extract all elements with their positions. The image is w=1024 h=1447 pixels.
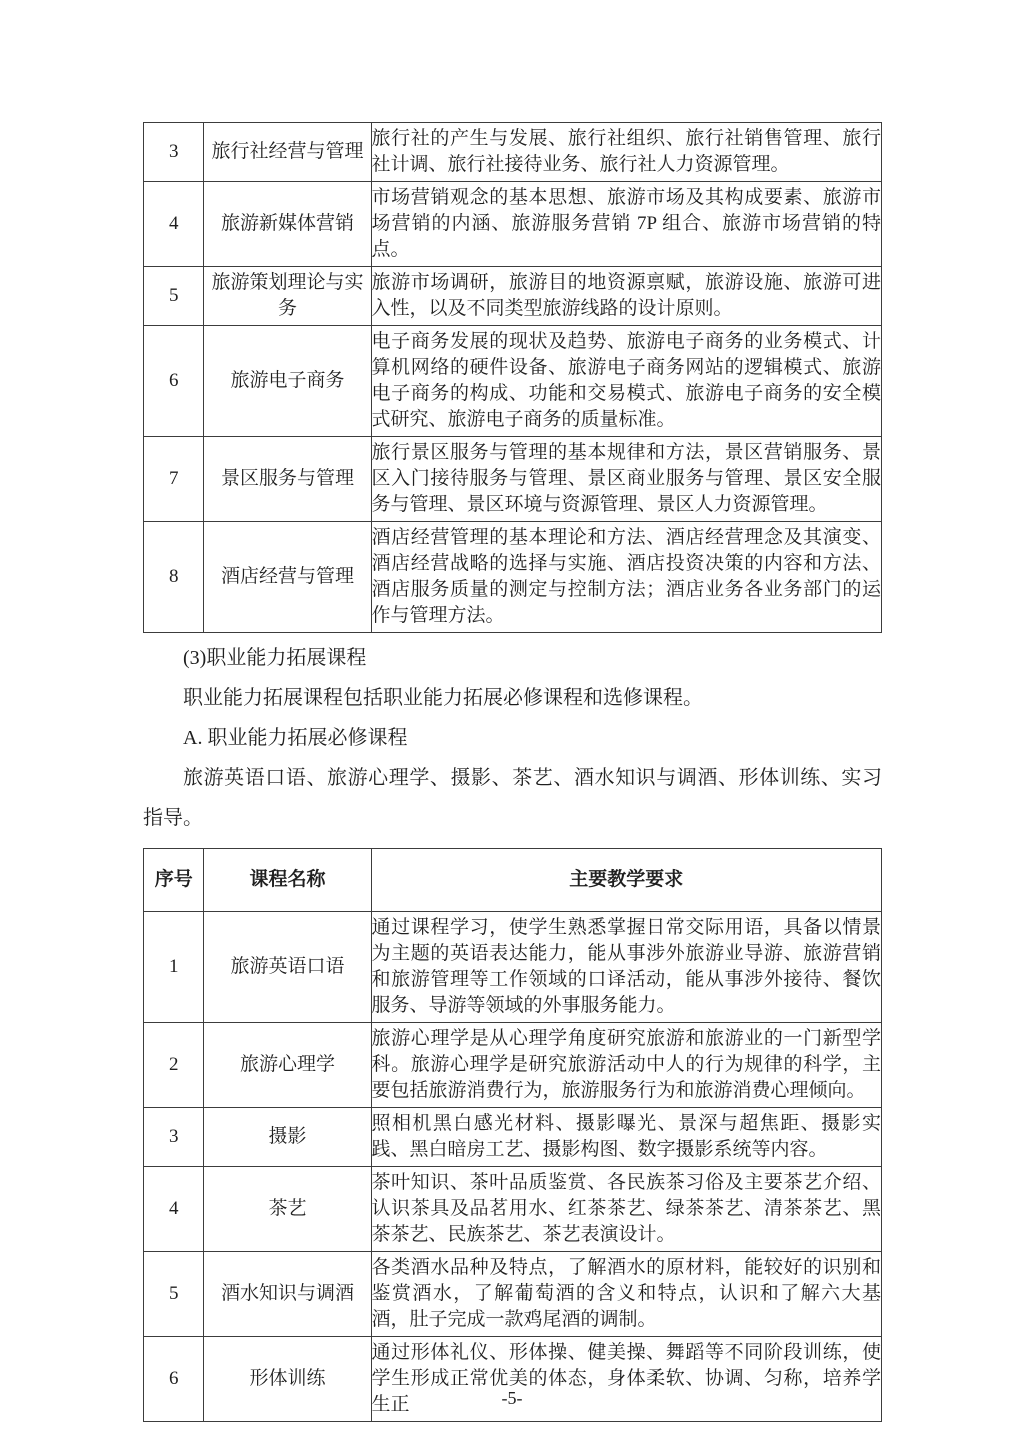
table-row [144,912,882,1023]
course-number: 8 [144,522,204,633]
table-row [144,522,882,633]
course-name: 旅游英语口语 [204,912,371,1023]
course-name: 景区服务与管理 [204,437,371,522]
course-number: 2 [144,1023,204,1108]
table-header-row [144,849,882,912]
course-description: 各类酒水品种及特点，了解酒水的原材料，能较好的识别和鉴赏酒水，了解葡萄酒的含义和特点，认识和了解六大基酒，肚子完成一款鸡尾酒的调制。 [371,1252,881,1337]
course-description: 旅行社的产生与发展、旅行社组织、旅行社销售管理、旅行社计调、旅行社接待业务、旅行社人力资源管理。 [371,123,881,182]
course-number: 5 [144,1252,204,1337]
course-description: 通过课程学习，使学生熟悉掌握日常交际用语，具备以情景为主题的英语表达能力，能从事涉外旅游业导游、旅游营销和旅游管理等工作领域的口译活动，能从事涉外接待、餐饮服务、导游等领域的外事服务能力。 [371,912,881,1023]
course-description: 旅游心理学是从心理学角度研究旅游和旅游业的一门新型学科。旅游心理学是研究旅游活动中人的行为规律的科学，主要包括旅游消费行为，旅游服务行为和旅游消费心理倾向。 [371,1023,881,1108]
header-number: 序号 [144,849,204,912]
body-paragraph: 旅游英语口语、旅游心理学、摄影、茶艺、酒水知识与调酒、形体训练、实习指导。 [143,767,882,829]
section-heading: (3)职业能力拓展课程 [183,647,367,669]
course-number: 4 [144,1167,204,1252]
course-description: 旅行景区服务与管理的基本规律和方法，景区营销服务、景区入门接待服务与管理、景区商业服务与管理、景区安全服务与管理、景区环境与资源管理、景区人力资源管理。 [371,437,881,522]
section-paragraphs [143,633,882,844]
course-description: 电子商务发展的现状及趋势、旅游电子商务的业务模式、计算机网络的硬件设备、旅游电子商务网站的逻辑模式、旅游电子商务的构成、功能和交易模式、旅游电子商务的安全模式研究、旅游电子商务的质量标准。 [371,326,881,437]
course-number: 1 [144,912,204,1023]
table-row [144,1023,882,1108]
body-paragraph: 职业能力拓展课程包括职业能力拓展必修课程和选修课程。 [183,687,703,709]
course-description: 通过形体礼仪、形体操、健美操、舞蹈等不同阶段训练，使学生形成正常优美的体态，身体柔软、协调、匀称，培养学生正 [371,1337,881,1422]
course-name: 茶艺 [204,1167,371,1252]
core-course-table [143,122,882,633]
table-row [144,1252,882,1337]
course-name: 形体训练 [204,1337,371,1422]
course-description: 旅游市场调研，旅游目的地资源禀赋，旅游设施、旅游可进入性，以及不同类型旅游线路的设计原则。 [371,267,881,326]
subsection-heading: A. 职业能力拓展必修课程 [183,727,408,749]
table-row [144,1167,882,1252]
table-row [144,267,882,326]
course-description: 茶叶知识、茶叶品质鉴赏、各民族茶习俗及主要茶艺介绍、认识茶具及品茗用水、红茶茶艺、绿茶茶艺、清茶茶艺、黑茶茶艺、民族茶艺、茶艺表演设计。 [371,1167,881,1252]
page-content [143,122,882,1422]
course-description: 酒店经营管理的基本理论和方法、酒店经营理念及其演变、酒店经营战略的选择与实施、酒店投资决策的内容和方法、酒店服务质量的测定与控制方法；酒店业务各业务部门的运作与管理方法。 [371,522,881,633]
course-number: 3 [144,123,204,182]
course-description: 市场营销观念的基本思想、旅游市场及其构成要素、旅游市场营销的内涵、旅游服务营销 7P 组合、旅游市场营销的特点。 [371,182,881,267]
table-row [144,123,882,182]
course-number: 4 [144,182,204,267]
table-row [144,326,882,437]
course-name: 酒店经营与管理 [204,522,371,633]
course-number: 6 [144,326,204,437]
header-teaching-requirements: 主要教学要求 [371,849,881,912]
course-name: 旅行社经营与管理 [204,123,371,182]
course-description: 照相机黑白感光材料、摄影曝光、景深与超焦距、摄影实践、黑白暗房工艺、摄影构图、数字摄影系统等内容。 [371,1108,881,1167]
course-number: 6 [144,1337,204,1422]
course-name: 旅游电子商务 [204,326,371,437]
table-row [144,182,882,267]
table-row [144,437,882,522]
course-name: 摄影 [204,1108,371,1167]
course-number: 7 [144,437,204,522]
course-name: 旅游心理学 [204,1023,371,1108]
table-row [144,1108,882,1167]
expansion-course-table [143,848,882,1422]
course-number: 5 [144,267,204,326]
course-name: 旅游新媒体营销 [204,182,371,267]
course-number: 3 [144,1108,204,1167]
course-name: 酒水知识与调酒 [204,1252,371,1337]
expansion-course-table-wrap [143,848,882,1422]
course-name: 旅游策划理论与实务 [204,267,371,326]
header-course-name: 课程名称 [204,849,371,912]
page-number-footer: -5- [501,1388,523,1408]
